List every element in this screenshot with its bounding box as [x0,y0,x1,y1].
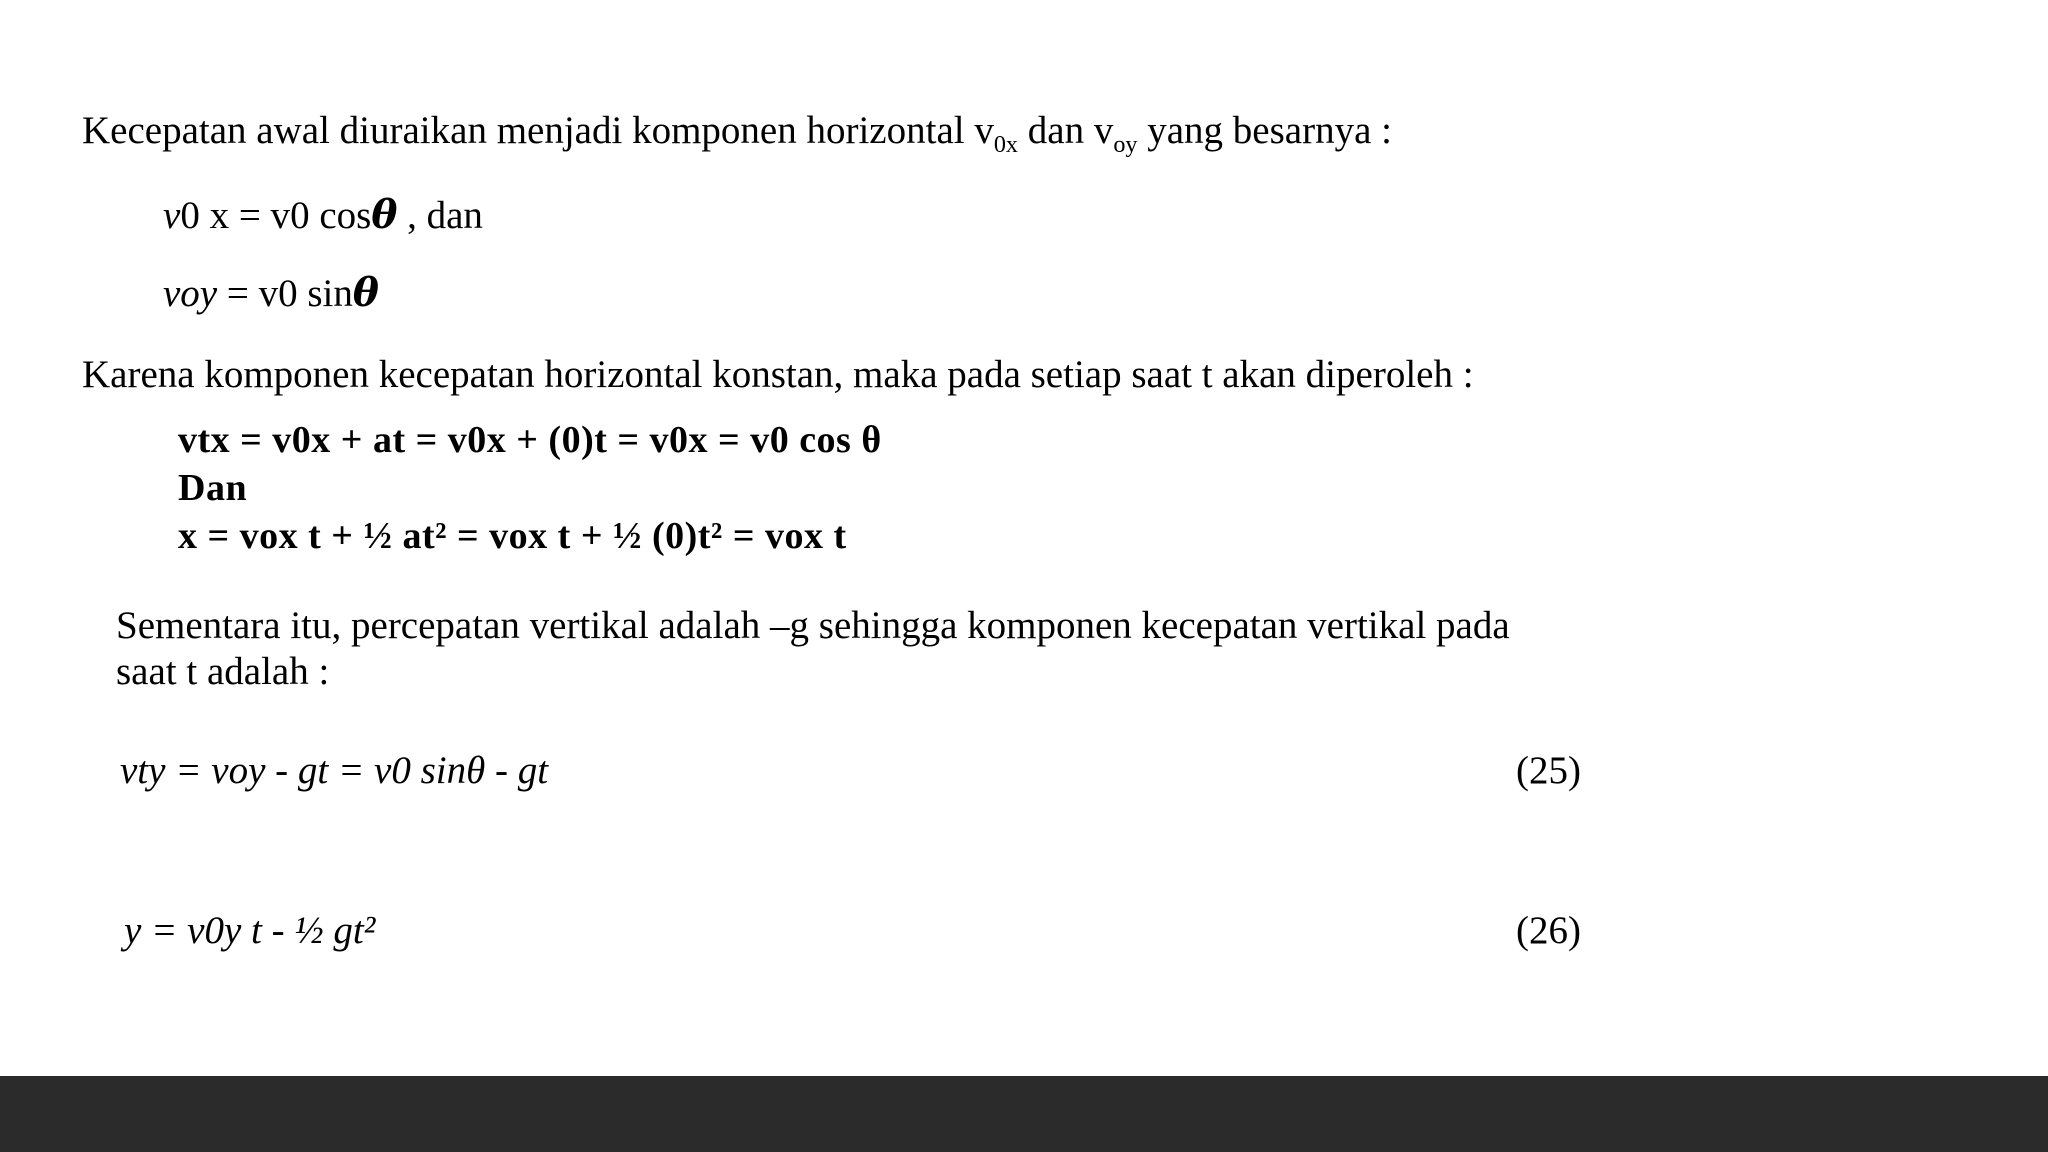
equation-25-number: (25) [1516,749,1581,792]
intro-text-before: Kecepatan awal diuraikan menjadi komponen horizontal v [82,109,994,152]
eq-v0x-lhs-v: v [163,194,181,237]
intro-text-mid: dan v [1018,109,1114,152]
equation-v0x [163,192,483,239]
intro-text-after: yang besarnya : [1137,109,1392,152]
equation-26-number: (26) [1516,909,1581,952]
intro-sub-0x: 0x [993,130,1019,158]
equation-image-block [178,418,882,562]
footer-bar [0,1076,2048,1152]
eq-voy-lhs: voy [163,272,218,315]
sementara-line2: saat t adalah : [116,650,330,693]
eq-v0x-rhs: 0 cos [290,194,372,237]
eq-v0x-theta: θ [371,192,398,238]
intro-paragraph [82,108,1392,158]
equation-dan-label: Dan [178,467,248,509]
eq-v0x-tail: , dan [397,194,483,237]
eq-voy-mid: = v [217,272,279,315]
equation-25: vty = voy - gt = v0 sinθ - gt [120,749,549,792]
karena-paragraph: Karena komponen kecepatan horizontal konstan, maka pada setiap saat t akan diperoleh : [82,353,1474,396]
sementara-line1: Sementara itu, percepatan vertikal adalah –g sehingga komponen kecepatan vertikal pada [116,604,1510,647]
equation-26: y = v0y t - ½ gt² [124,909,376,952]
eq-v0x-lhs-rest: 0 x = v [180,194,291,237]
equation-vtx-line: vtx = v0x + at = v0x + (0)t = v0x = v0 cos θ [178,419,882,461]
sementara-paragraph [116,603,1510,695]
equation-voy [163,270,379,317]
equation-x-line: x = vox t + ½ at² = vox t + ½ (0)t² = vox t [178,515,847,557]
eq-voy-theta: θ [352,270,379,316]
eq-voy-rhs: 0 sin [278,272,353,315]
intro-sub-oy: oy [1113,130,1138,158]
